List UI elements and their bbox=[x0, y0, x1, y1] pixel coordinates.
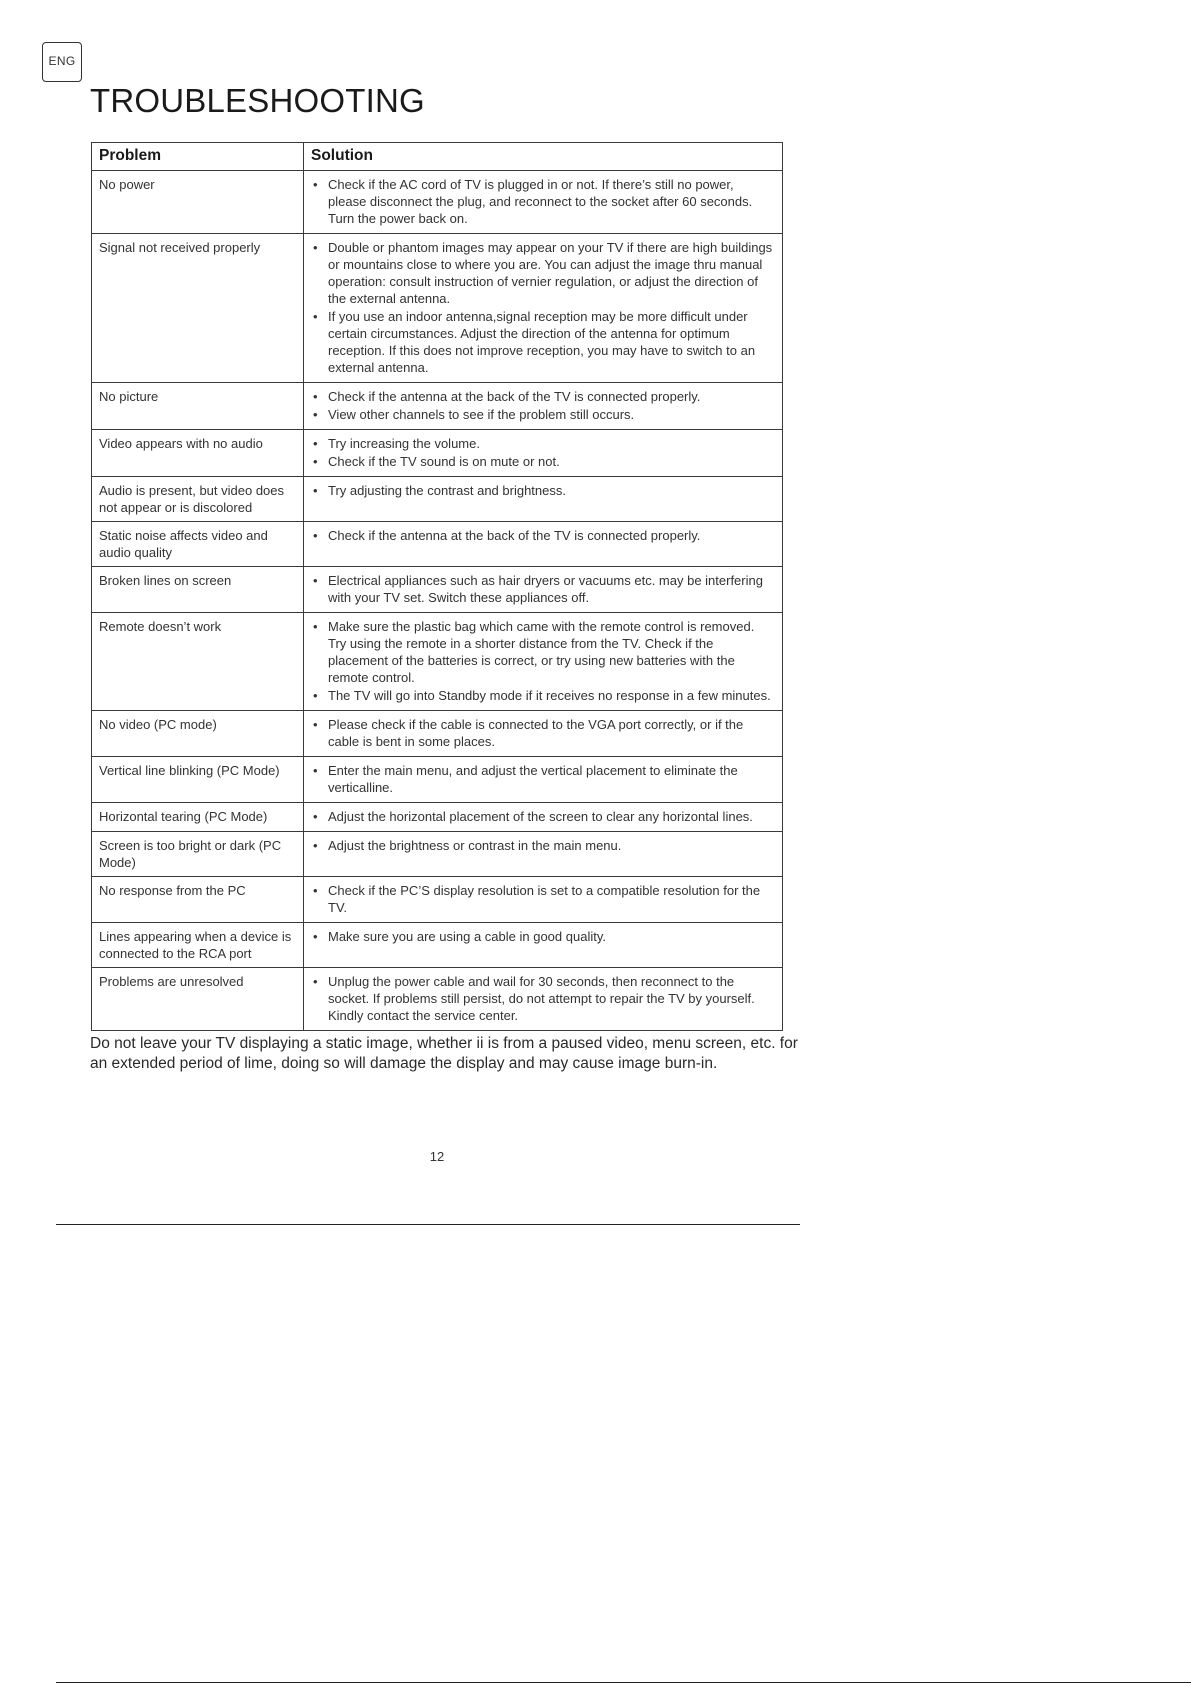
solution-cell bbox=[304, 832, 783, 877]
table-row bbox=[92, 430, 783, 477]
solution-item: • Unplug the power cable and wail for 30 seconds, then reconnect to the socket. If problems still persist, do not attempt to repair the TV by yourself. Kindly contact the service center. bbox=[311, 973, 774, 1024]
solution-item: • Check if the antenna at the back of the TV is connected properly. bbox=[311, 527, 774, 544]
solution-item: • Adjust the horizontal placement of the screen to clear any horizontal lines. bbox=[311, 808, 774, 825]
solution-list bbox=[311, 435, 774, 470]
solution-item: • Adjust the brightness or contrast in the main menu. bbox=[311, 837, 774, 854]
page-divider-line bbox=[56, 1224, 800, 1225]
language-badge: ENG bbox=[42, 42, 82, 82]
solution-list bbox=[311, 762, 774, 796]
solution-cell bbox=[304, 877, 783, 923]
solution-list bbox=[311, 527, 774, 544]
table-row bbox=[92, 757, 783, 803]
solution-item: • Make sure you are using a cable in good quality. bbox=[311, 928, 774, 945]
table-row bbox=[92, 613, 783, 711]
solution-cell bbox=[304, 757, 783, 803]
solution-list bbox=[311, 239, 774, 376]
problem-cell: Broken lines on screen bbox=[92, 567, 304, 613]
burn-in-warning-note: Do not leave your TV displaying a static image, whether ii is from a paused video, menu screen, etc. for an extended period of lime, doing so will damage the display and may cause image burn-in. bbox=[90, 1035, 798, 1072]
table-row bbox=[92, 171, 783, 234]
table-row bbox=[92, 711, 783, 757]
problem-cell: Vertical line blinking (PC Mode) bbox=[92, 757, 304, 803]
solution-cell bbox=[304, 234, 783, 383]
table-row bbox=[92, 832, 783, 877]
solution-cell bbox=[304, 477, 783, 522]
table-row bbox=[92, 477, 783, 522]
problem-cell: Audio is present, but video does not appear or is discolored bbox=[92, 477, 304, 522]
table-body bbox=[92, 171, 783, 1031]
solution-cell bbox=[304, 522, 783, 567]
problem-cell: Video appears with no audio bbox=[92, 430, 304, 477]
solution-item: • Try increasing the volume. bbox=[311, 435, 774, 452]
table-row bbox=[92, 522, 783, 567]
table-row bbox=[92, 877, 783, 923]
solution-item: • Check if the AC cord of TV is plugged in or not. If there’s still no power, please disconnect the plug, and reconnect to the socket after 60 seconds. Turn the power back on. bbox=[311, 176, 774, 227]
solution-cell bbox=[304, 567, 783, 613]
solution-item: • Enter the main menu, and adjust the vertical placement to eliminate the verticalline. bbox=[311, 762, 774, 796]
solution-list bbox=[311, 176, 774, 227]
solution-item: • Check if the antenna at the back of the TV is connected properly. bbox=[311, 388, 774, 405]
solution-cell bbox=[304, 171, 783, 234]
problem-cell: No picture bbox=[92, 383, 304, 430]
solution-list bbox=[311, 808, 774, 825]
page-bottom-line bbox=[56, 1682, 1191, 1683]
troubleshooting-table bbox=[91, 142, 783, 1031]
problem-cell: No video (PC mode) bbox=[92, 711, 304, 757]
solution-item: • Make sure the plastic bag which came with the remote control is removed. Try using the remote in a shorter distance from the TV. Check if the placement of the batteries is correct, or try using new batteries with the remote control. bbox=[311, 618, 774, 686]
problem-cell: Static noise affects video and audio quality bbox=[92, 522, 304, 567]
solution-list bbox=[311, 618, 774, 704]
solution-cell bbox=[304, 803, 783, 832]
solution-list bbox=[311, 973, 774, 1024]
solution-list bbox=[311, 388, 774, 423]
solution-item: • Try adjusting the contrast and brightness. bbox=[311, 482, 774, 499]
problem-cell: Lines appearing when a device is connected to the RCA port bbox=[92, 923, 304, 968]
solution-cell bbox=[304, 711, 783, 757]
table-header-row bbox=[92, 143, 783, 171]
solution-cell bbox=[304, 613, 783, 711]
problem-cell: No power bbox=[92, 171, 304, 234]
solution-list bbox=[311, 837, 774, 854]
solution-list bbox=[311, 572, 774, 606]
solution-item: • Check if the PC’S display resolution is set to a compatible resolution for the TV. bbox=[311, 882, 774, 916]
solution-item: • If you use an indoor antenna,signal reception may be more difficult under certain circumstances. Adjust the direction of the antenna for optimum reception. If this does not improve reception, you may have to switch to an external antenna. bbox=[311, 308, 774, 376]
problem-cell: Remote doesn’t work bbox=[92, 613, 304, 711]
problem-cell: No response from the PC bbox=[92, 877, 304, 923]
table-row bbox=[92, 234, 783, 383]
solution-cell bbox=[304, 383, 783, 430]
problem-cell: Screen is too bright or dark (PC Mode) bbox=[92, 832, 304, 877]
solution-list bbox=[311, 716, 774, 750]
solution-item: • Double or phantom images may appear on your TV if there are high buildings or mountains close to where you are. You can adjust the image thru manual operation: consult instruction of vernier regulation, or adjust the direction of the external antenna. bbox=[311, 239, 774, 307]
solution-list bbox=[311, 882, 774, 916]
page-title: TROUBLESHOOTING bbox=[90, 82, 425, 119]
table-row bbox=[92, 567, 783, 613]
solution-item: • Electrical appliances such as hair dryers or vacuums etc. may be interfering with your TV set. Switch these appliances off. bbox=[311, 572, 774, 606]
solution-item: • The TV will go into Standby mode if it receives no response in a few minutes. bbox=[311, 687, 774, 704]
solution-cell bbox=[304, 923, 783, 968]
problem-cell: Horizontal tearing (PC Mode) bbox=[92, 803, 304, 832]
solution-column-header: Solution bbox=[304, 143, 783, 171]
problem-cell: Signal not received properly bbox=[92, 234, 304, 383]
solution-item: • Please check if the cable is connected to the VGA port correctly, or if the cable is bent in some places. bbox=[311, 716, 774, 750]
table-row bbox=[92, 923, 783, 968]
problem-column-header: Problem bbox=[92, 143, 304, 171]
table-row bbox=[92, 968, 783, 1031]
table-row bbox=[92, 383, 783, 430]
solution-cell bbox=[304, 430, 783, 477]
solution-list bbox=[311, 928, 774, 945]
solution-item: • View other channels to see if the problem still occurs. bbox=[311, 406, 774, 423]
solution-item: • Check if the TV sound is on mute or not. bbox=[311, 453, 774, 470]
solution-list bbox=[311, 482, 774, 499]
problem-cell: Problems are unresolved bbox=[92, 968, 304, 1031]
page-number: 12 bbox=[429, 1149, 445, 1164]
table-row bbox=[92, 803, 783, 832]
solution-cell bbox=[304, 968, 783, 1031]
